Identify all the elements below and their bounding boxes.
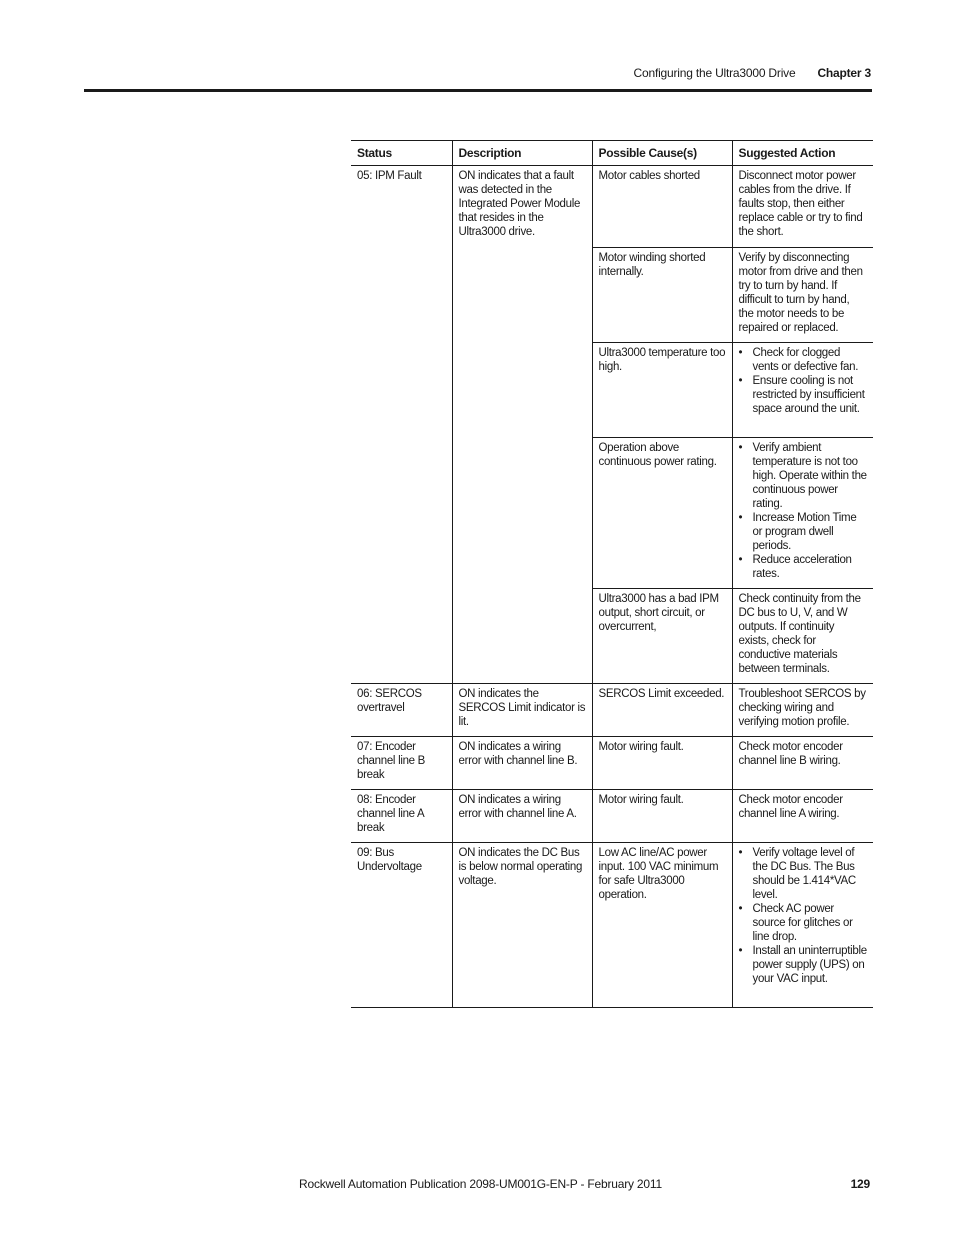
action-item: • Verify ambient temperature is not too high. Operate within the continuous power rating. (753, 441, 868, 511)
column-header-status: Status (351, 141, 452, 166)
action-item: • Install an uninterruptible power supply (UPS) on your VAC input. (753, 944, 868, 986)
cause-cell: Motor cables shorted (592, 166, 732, 248)
description-cell: ON indicates a wiring error with channel line A. (452, 790, 592, 843)
action-item: • Reduce acceleration rates. (753, 553, 868, 581)
column-header-causes: Possible Cause(s) (592, 141, 732, 166)
cause-cell: Ultra3000 temperature too high. (592, 343, 732, 438)
cause-cell: Ultra3000 has a bad IPM output, short circuit, or overcurrent, (592, 589, 732, 684)
header-rule (84, 89, 872, 92)
status-cell: 09: Bus Undervoltage (351, 843, 452, 1008)
description-cell: ON indicates the SERCOS Limit indicator is lit. (452, 684, 592, 737)
action-cell: Check motor encoder channel line B wiring. (732, 737, 873, 790)
cause-cell: Low AC line/AC power input. 100 VAC minimum for safe Ultra3000 operation. (592, 843, 732, 1008)
cause-cell: SERCOS Limit exceeded. (592, 684, 732, 737)
cause-cell: Motor wiring fault. (592, 790, 732, 843)
action-item: • Ensure cooling is not restricted by insufficient space around the unit. (753, 374, 868, 416)
page-number: 129 (850, 1177, 870, 1191)
action-cell: Disconnect motor power cables from the drive. If faults stop, then either replace cable or try to find the short. (732, 166, 873, 248)
table-row (351, 790, 873, 843)
action-item: • Check AC power source for glitches or line drop. (753, 902, 868, 944)
action-list (739, 846, 868, 986)
action-item: • Check for clogged vents or defective fan. (753, 346, 868, 374)
running-header (634, 66, 871, 80)
description-cell: ON indicates the DC Bus is below normal operating voltage. (452, 843, 592, 1008)
chapter-label: Chapter 3 (817, 66, 871, 80)
cause-cell: Motor winding shorted internally. (592, 248, 732, 343)
table-row (351, 166, 873, 248)
action-cell: Verify by disconnecting motor from drive and then try to turn by hand. If difficult to turn by hand, the motor needs to be repaired or replaced. (732, 248, 873, 343)
action-item: • Verify voltage level of the DC Bus. The Bus should be 1.414*VAC level. (753, 846, 868, 902)
table-row (351, 843, 873, 1008)
description-cell: ON indicates a wiring error with channel line B. (452, 737, 592, 790)
table-header-row (351, 141, 873, 166)
section-title: Configuring the Ultra3000 Drive (633, 66, 796, 80)
fault-status-table (351, 140, 873, 1008)
cause-cell: Operation above continuous power rating. (592, 438, 732, 589)
action-cell (732, 843, 873, 1008)
action-cell: Troubleshoot SERCOS by checking wiring and verifying motion profile. (732, 684, 873, 737)
status-cell: 07: Encoder channel line B break (351, 737, 452, 790)
action-cell: Check motor encoder channel line A wiring. (732, 790, 873, 843)
column-header-description: Description (452, 141, 592, 166)
action-cell: Check continuity from the DC bus to U, V, and W outputs. If continuity exists, check for conductive materials between terminals. (732, 589, 873, 684)
status-cell: 06: SERCOS overtravel (351, 684, 452, 737)
status-cell: 08: Encoder channel line A break (351, 790, 452, 843)
publication-info: Rockwell Automation Publication 2098-UM001G-EN-P - February 2011 (299, 1177, 662, 1191)
table-row (351, 737, 873, 790)
action-list (739, 346, 868, 416)
table-row (351, 684, 873, 737)
column-header-action: Suggested Action (732, 141, 873, 166)
action-item: • Increase Motion Time or program dwell periods. (753, 511, 868, 553)
action-list (739, 441, 868, 581)
action-cell (732, 343, 873, 438)
action-cell (732, 438, 873, 589)
cause-cell: Motor wiring fault. (592, 737, 732, 790)
description-cell: ON indicates that a fault was detected in the Integrated Power Module that resides in the Ultra3000 drive. (452, 166, 592, 684)
status-cell: 05: IPM Fault (351, 166, 452, 684)
